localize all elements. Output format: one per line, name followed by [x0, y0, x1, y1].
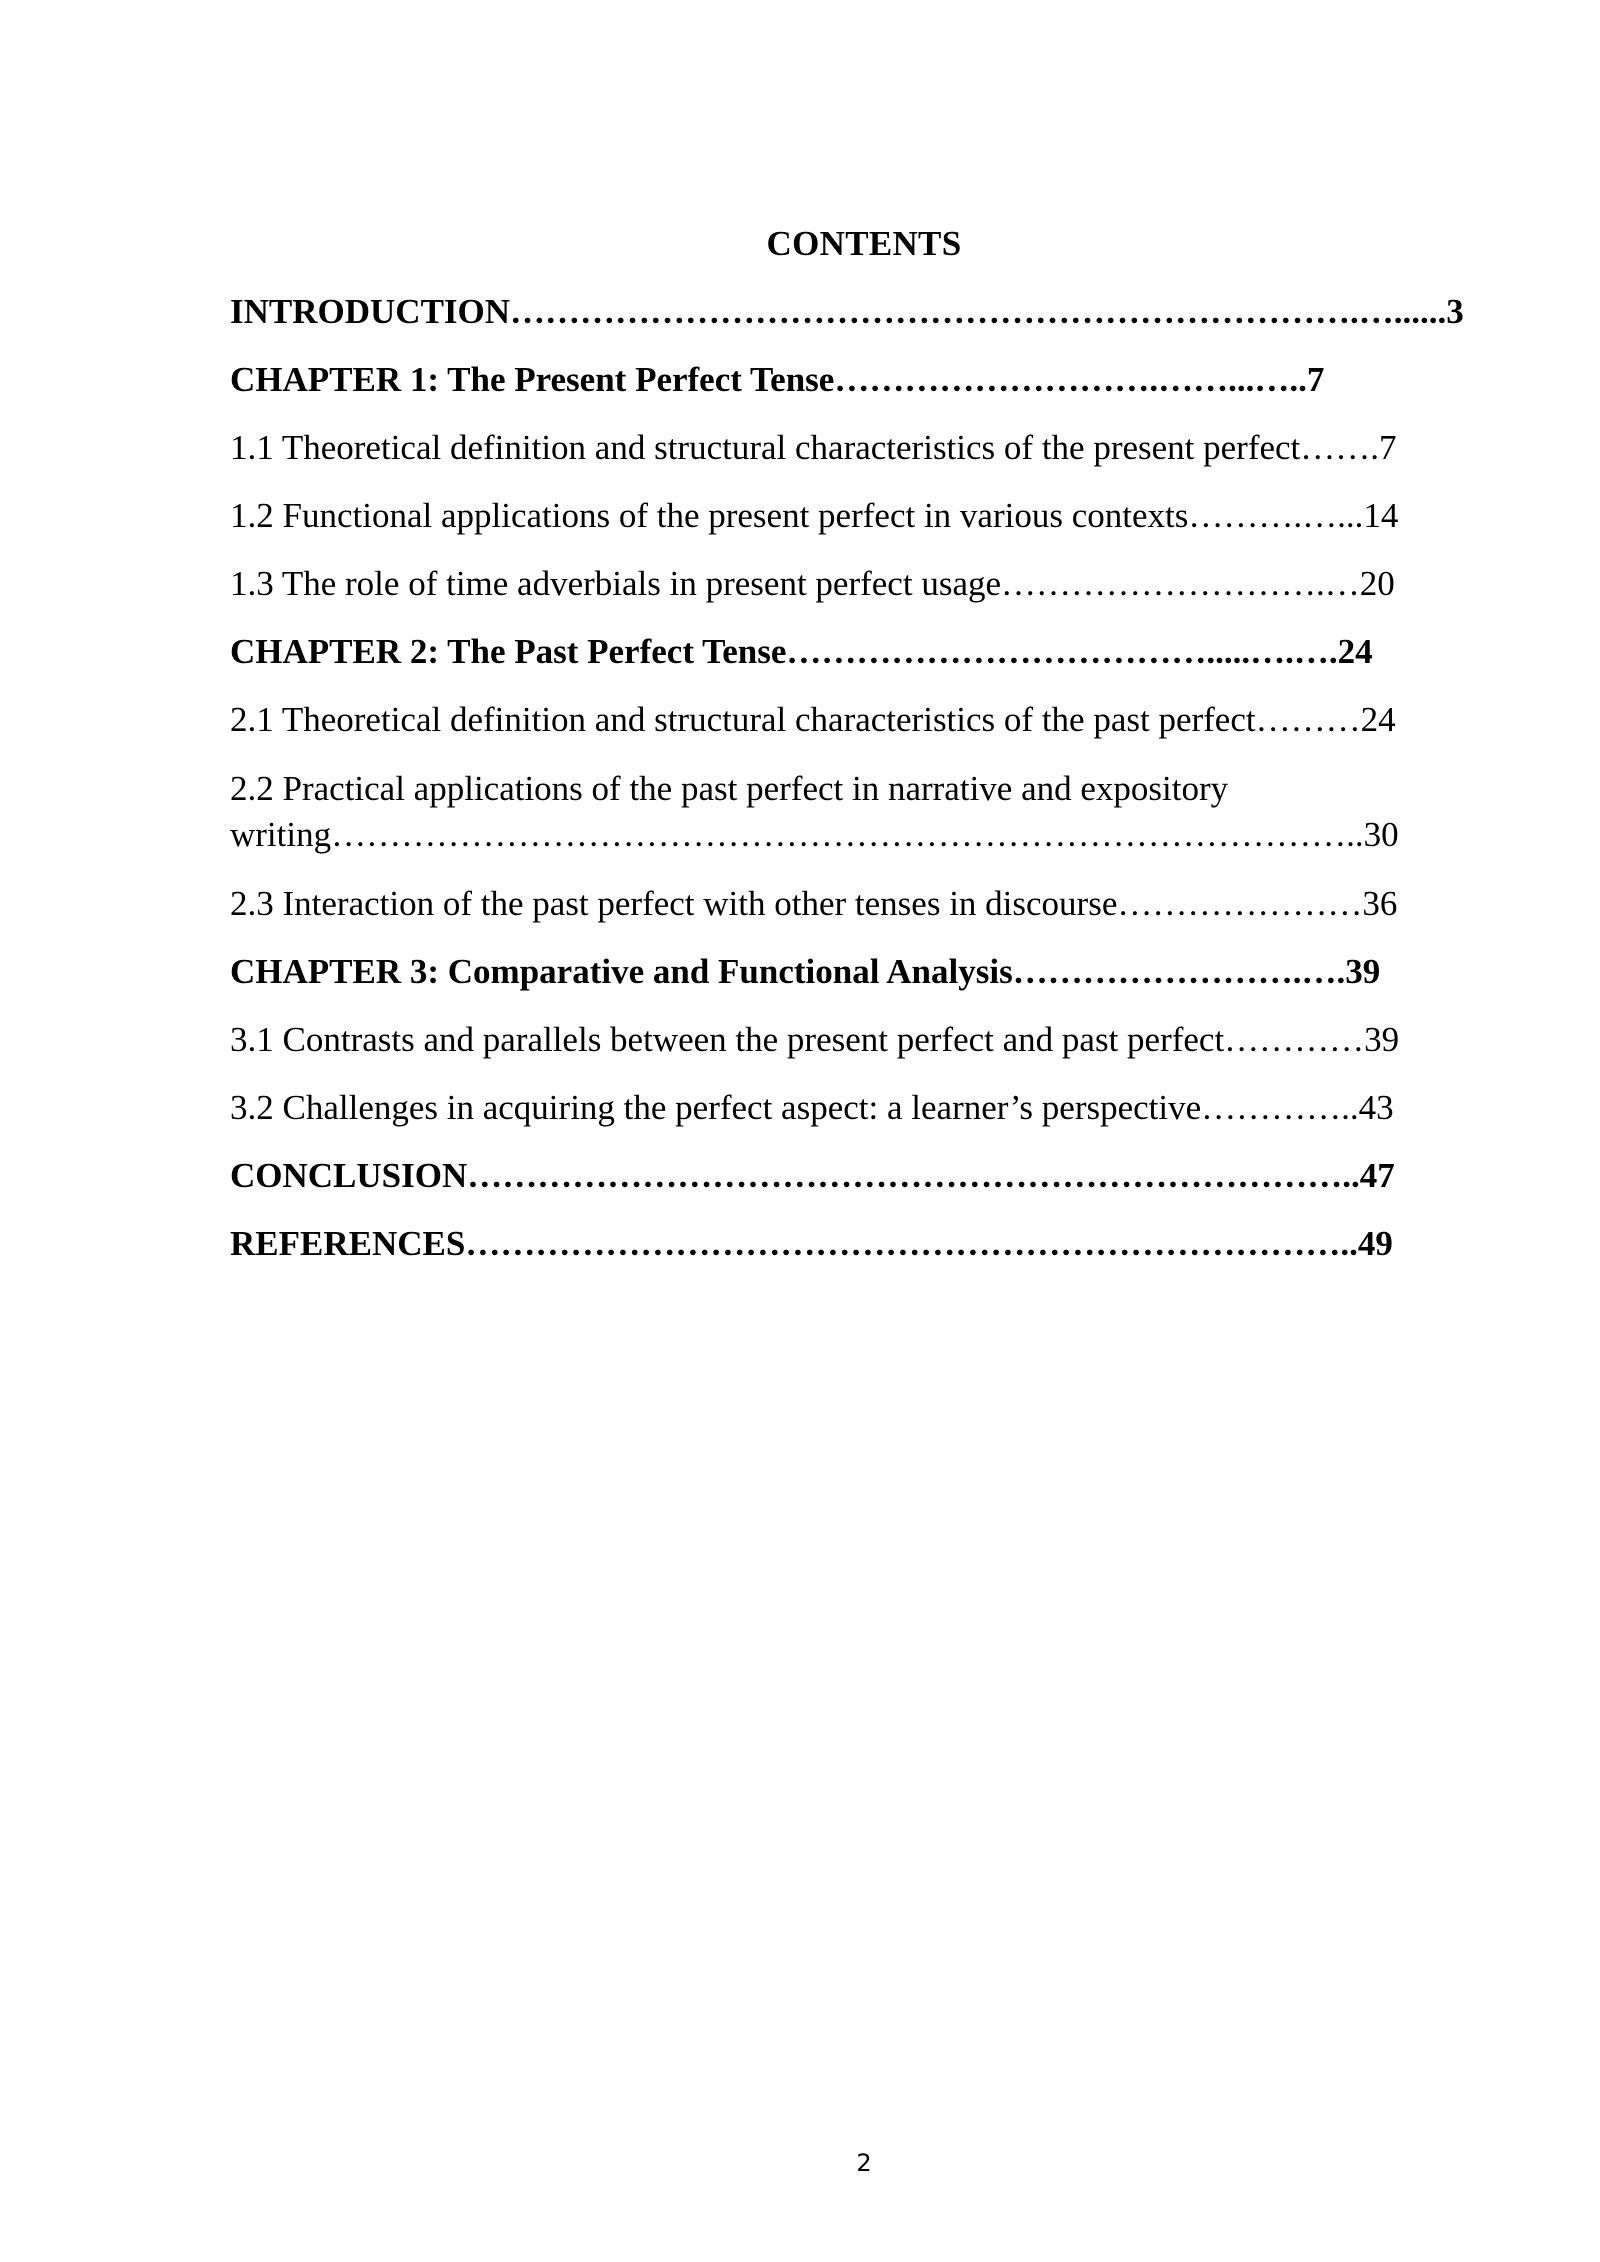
toc-entry-3-1: 3.1 Contrasts and parallels between the present perfect and past perfect…………39: [230, 1020, 1400, 1059]
toc-entry-1-2: 1.2 Functional applications of the present perfect in various contexts……….…...14: [230, 496, 1399, 535]
toc-entry-2-1: 2.1 Theoretical definition and structural characteristics of the past perfect………24: [230, 700, 1396, 739]
page-number: 2: [856, 2149, 872, 2177]
toc-entry-2-3: 2.3 Interaction of the past perfect with other tenses in discourse…………………36: [230, 884, 1398, 923]
toc-entry-1-3: 1.3 The role of time adverbials in present perfect usage……………………….…20: [230, 564, 1395, 603]
toc-entry-3-2: 3.2 Challenges in acquiring the perfect aspect: a learner’s perspective…………..43: [230, 1088, 1394, 1127]
table-of-contents: [230, 290, 1500, 1290]
toc-entry-conclusion: CONCLUSION…………………………………………………………………..47: [230, 1156, 1395, 1195]
toc-entry-chapter-3: CHAPTER 3: Comparative and Functional Analysis…………………….….39: [230, 952, 1381, 991]
contents-heading: CONTENTS: [766, 224, 962, 263]
toc-entry-introduction: INTRODUCTION……………………………………………………………….…......3: [230, 292, 1464, 331]
toc-entry-2-2: 2.2 Practical applications of the past perfect in narrative and expository writing……………………………………………………………………………..30: [230, 769, 1399, 854]
toc-entry-references: REFERENCES…………………………………………………………………..49: [230, 1224, 1393, 1263]
toc-entry-chapter-1: CHAPTER 1: The Present Perfect Tense……………………….……...…..7: [230, 360, 1325, 399]
toc-entry-chapter-2: CHAPTER 2: The Past Perfect Tense……………………………….....….….24: [230, 632, 1373, 671]
toc-entry-1-1: 1.1 Theoretical definition and structural characteristics of the present perfect…….7: [230, 428, 1397, 467]
